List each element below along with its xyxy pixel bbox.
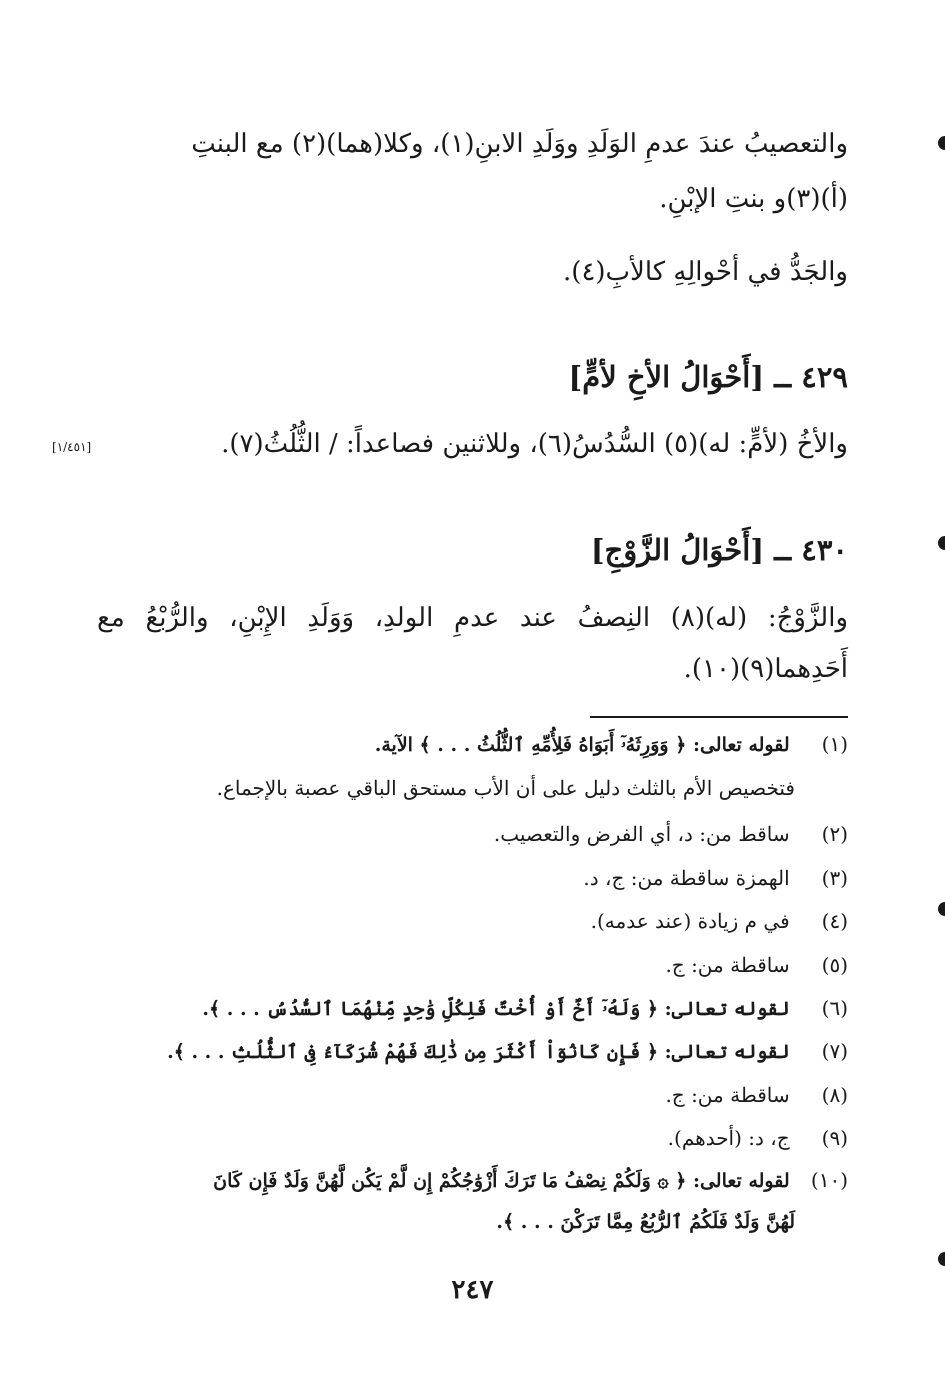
section-heading-429: ٤٢٩ ــ [أَحْوَالُ الأخِ لأمٍّ] bbox=[568, 360, 848, 394]
body-line-5: والزَّوْجُ: (له)(٨) النِصفُ عند عدمِ الولدِ، وَوَلَدِ الإِبْنِ، والرُّبْعُ مع bbox=[97, 603, 848, 633]
footnote-text: لقوله تعالى: ﴿ ۞ وَلَكُمْ نِصْفُ مَا تَرَكَ أَزْوَٰجُكُمْ إِن لَّمْ يَكُن لَّهُنَّ وَلَدٌ فَإِن كَانَ bbox=[213, 1170, 790, 1192]
footnote-3 bbox=[97, 866, 848, 890]
footnote-text: ساقط من: د، أي الفرض والتعصيب. bbox=[493, 822, 790, 846]
footnote-5 bbox=[97, 953, 848, 977]
footnote-2 bbox=[97, 822, 848, 846]
body-line-3: والجَدُّ في أحْوالِهِ كالأبِ(٤). bbox=[563, 257, 848, 287]
footnote-4 bbox=[97, 909, 848, 933]
footnote-number: (٧) bbox=[821, 1039, 848, 1063]
footnote-10 bbox=[97, 1168, 848, 1192]
footnote-number: (٩) bbox=[821, 1126, 848, 1150]
footnote-text: ساقطة من: ج. bbox=[665, 1083, 790, 1107]
footnote-8 bbox=[97, 1083, 848, 1107]
footnote-10-continuation: لَهُنَّ وَلَدٌ فَلَكُمُ ٱلرُّبُعُ مِمَّا تَرَكْنَ . . . ﴾. bbox=[496, 1211, 795, 1233]
footnote-1 bbox=[97, 732, 848, 756]
body-line-4: والأخُ (لأمٍّ: له)(٥) السُّدُسُ(٦)، وللاثنين فصاعداً: / الثُّلُثُ(٧). bbox=[221, 429, 848, 459]
footnote-number: (٥) bbox=[821, 953, 848, 977]
footnote-number: (٦) bbox=[821, 996, 848, 1020]
footnote-text: لقوله تعالى: ﴿ وَلَهُۥٓ أَخٌ أَوْ أُخْتٌ فَلِكُلِّ وَٰحِدٍ مِّنْهُمَا ٱلسُّدُسُ . . . ﴾. bbox=[202, 998, 790, 1020]
edge-mark bbox=[938, 136, 945, 150]
footnote-text: في م زيادة (عند عدمه). bbox=[590, 909, 790, 933]
footnote-number: (١) bbox=[821, 732, 848, 756]
footnote-number: (٣) bbox=[821, 866, 848, 890]
footnote-text: لقوله تعالى: ﴿ وَوَرِثَهُۥٓ أَبَوَاهُ فَلِأُمِّهِ ٱلثُّلُثُ . . . ﴾ الآية. bbox=[374, 734, 790, 756]
margin-reference: [١/٤٥١] bbox=[52, 440, 92, 454]
footnote-text: ساقطة من: ج. bbox=[665, 953, 790, 977]
footnote-7 bbox=[97, 1039, 848, 1063]
footnote-number: (٨) bbox=[821, 1083, 848, 1107]
footnote-6 bbox=[97, 996, 848, 1020]
footnote-text: لقوله تعالى: ﴿ فَإِن كَانُوٓاْ أَكْثَرَ مِن ذَٰلِكَ فَهُمْ شُرَكَآءُ فِى ٱلثُّلُثِ . . . ﴾. bbox=[167, 1041, 790, 1063]
footnote-number: (٤) bbox=[821, 909, 848, 933]
footnote-1-continuation: فتخصيص الأم بالثلث دليل على أن الأب مستحق الباقي عصبة بالإجماع. bbox=[216, 776, 795, 800]
body-line-1: والتعصيبُ عندَ عدمِ الوَلَدِ ووَلَدِ الابنِ(١)، وكلا(هما)(٢) مع البنتِ bbox=[191, 129, 848, 159]
edge-mark bbox=[938, 1252, 945, 1266]
edge-mark bbox=[938, 902, 945, 916]
body-line-2: (أ)(٣)و بنتِ الإبْنِ. bbox=[659, 184, 848, 214]
footnote-number: (٢) bbox=[821, 822, 848, 846]
footnote-text: ج، د: (أحدهم). bbox=[667, 1126, 790, 1150]
page-number: ٢٤٧ bbox=[451, 1275, 494, 1305]
footnote-number: (١٠) bbox=[810, 1168, 848, 1192]
footnote-9 bbox=[97, 1126, 848, 1150]
section-heading-430: ٤٣٠ ــ [أَحْوَالُ الزَّوْجِ] bbox=[590, 533, 848, 567]
body-line-6: أَحَدِهما(٩)(١٠). bbox=[683, 654, 848, 684]
edge-mark bbox=[938, 536, 945, 550]
footnote-text: الهمزة ساقطة من: ج، د. bbox=[583, 866, 790, 890]
footnote-separator bbox=[590, 716, 848, 718]
